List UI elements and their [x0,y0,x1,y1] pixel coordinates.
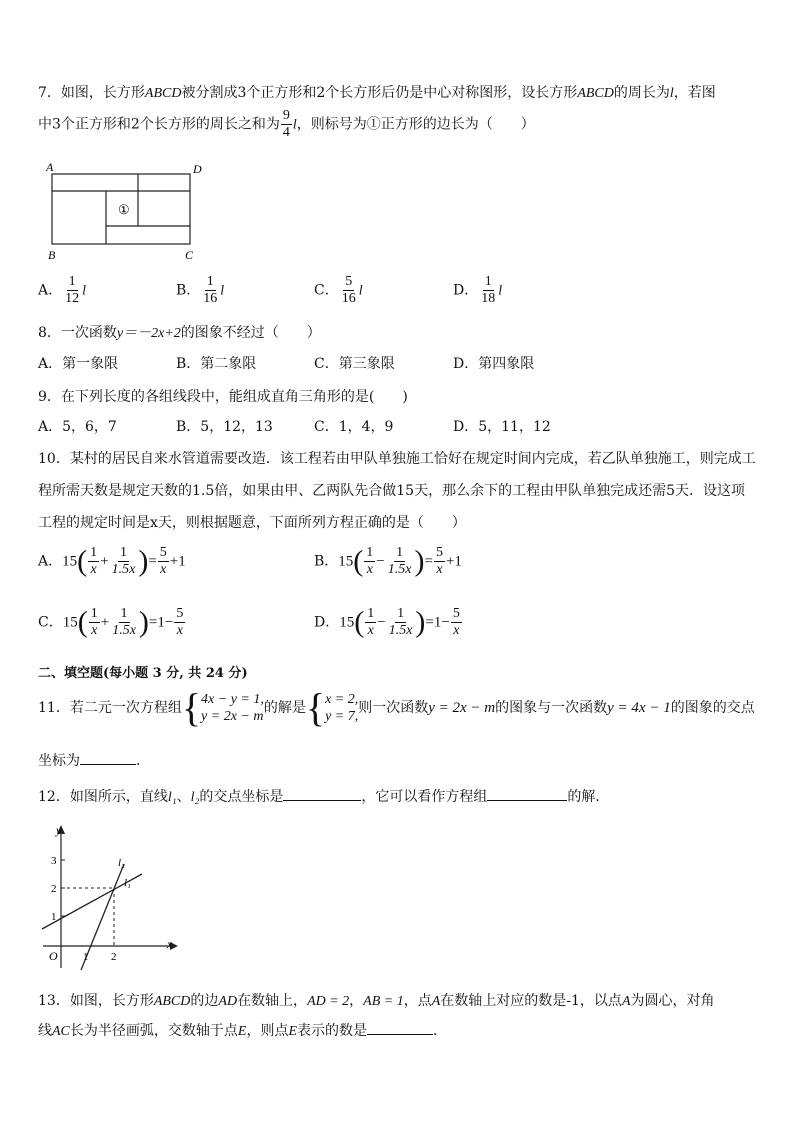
q10-line1: 10．某村的居民自来水管道需要改造．该工程若由甲队单独施工恰好在规定时间内完成，若乙队单独施工，则完成工 [38,451,756,467]
frac-den: x [160,562,167,577]
q7-stem-line1 [38,82,716,102]
frac-num: 1 [366,545,374,560]
q7-option-a[interactable] [38,274,86,307]
x-axis-label: x [167,937,173,951]
q11-text: 的图象的交点 [670,700,755,716]
sys-line: y = 7, [325,709,359,724]
frac-num: 1 [397,606,405,621]
q11-text: 11．若二元一次方程组 [38,700,182,716]
equals: = [424,553,433,570]
q8-text: 8．一次函数 [38,325,117,341]
q10-option-a[interactable] [38,545,186,578]
frac [365,606,376,639]
q8-text: 的图象不经过（ ） [180,325,321,341]
q12-text: ，它可以看作方程组 [361,789,488,805]
rhs-tail: +1 [445,553,462,570]
frac-den: x [367,623,374,638]
q11-stem-line2 [38,750,150,770]
option-label: A． [38,282,63,299]
option-label: D． [453,282,479,299]
q13-text: 的边 [190,993,219,1009]
frac [88,545,99,578]
frac-den: 1.5x [111,562,136,577]
frac [386,545,414,578]
q13-text: 在数轴上对应的数是-1，以点 [440,993,622,1009]
option-label: B． [176,282,201,299]
q13-ac: AC [52,1024,70,1039]
section-2-title: 二、填空题(每小题 3 分, 共 24 分) [38,666,248,681]
frac [89,606,100,639]
frac [387,606,415,639]
fig-vertex-D: D [193,162,202,176]
operator: + [100,553,109,570]
frac-den: 12 [65,291,80,306]
q12-text: 、 [176,789,191,805]
q7-option-d[interactable] [453,274,502,307]
q11-text: 的解是 [263,700,306,716]
frac-den: 4 [282,125,290,140]
frac-den: 1.5x [387,562,412,577]
q10-option-d[interactable] [314,606,463,639]
frac-num: 1 [119,545,127,560]
frac-den: x [436,562,443,577]
q9-option-c[interactable]: C．1，4，9 [314,419,394,435]
frac-num: 5 [345,274,353,289]
frac [364,545,375,578]
equals: = [148,614,158,631]
right-paren: ) [138,544,149,578]
q12-text: 12．如图所示，直线 [38,789,168,805]
frac-den: 18 [481,291,496,306]
q10-line3: 工程的规定时间是x天，则根据题意，下面所列方程正确的是（ ） [38,515,466,531]
q11-text: 坐标为 [38,753,80,769]
q13-abcd: ABCD [153,994,191,1009]
frac-num: 5 [159,545,167,560]
left-paren: ( [77,544,88,578]
y-tick-label-2: 2 [51,883,57,895]
y-tick-label-1: 1 [51,911,57,923]
equals: = [425,614,434,631]
operator: + [100,614,110,631]
frac-den: 16 [203,291,218,306]
q13-text: ，点 [403,993,432,1009]
frac [434,545,445,578]
q7-l: l [292,117,297,133]
q8-option-d[interactable]: D．第四象限 [453,356,535,372]
sys-line: 4x − y = 1, [201,692,264,707]
q13-text: ． [433,1023,448,1039]
sys-line: y = 2x − m [201,709,264,724]
q7-abcd: ABCD [144,86,182,101]
q7-text: 被分割成3个正方形和2个长方形后仍是中心对称图形，设长方形 [181,85,578,101]
q13-point-e: E [288,1024,298,1039]
option-fraction [479,274,497,307]
q12-text: 的解． [567,789,610,805]
q8-function: y＝－2x+2 [116,326,181,341]
frac-den: x [90,562,97,577]
rhs-tail: +1 [169,553,186,570]
equals: = [148,553,157,570]
frac [174,606,185,639]
q12-answer-blank-2[interactable] [487,786,567,801]
origin-label: O [49,949,58,963]
left-paren: ( [77,605,88,639]
q13-text: 表示的数是 [297,1023,368,1039]
frac [110,545,138,578]
q11-text: 则一次函数 [358,700,429,716]
option-label: C． [314,282,339,299]
q13-text: 长为半径画弧，交数轴于点 [69,1023,238,1039]
q12-line-graph [38,820,180,972]
q11-system1 [201,691,264,725]
frac-num: 1 [396,545,404,560]
q7-text: 的周长为 [613,85,670,101]
q8-stem [38,322,321,342]
q9-option-b[interactable]: B．5，12，13 [176,419,273,435]
q13-text: 13．如图，长方形 [38,993,154,1009]
frac-num: 1 [68,274,76,289]
x-tick-label-2: 2 [111,951,117,963]
q13-line1 [38,990,715,1010]
label-l1: l₁ [124,877,131,889]
frac-num: 1 [90,606,98,621]
option-var: l [498,283,503,299]
q11-answer-blank[interactable] [80,750,136,765]
y-tick-label-3: 3 [51,855,57,867]
sys-line: x = 2, [325,692,359,707]
q7-abcd: ABCD [577,86,614,101]
q13-point-a: A [621,994,631,1009]
q7-stem-line2 [38,108,535,141]
frac-num: 1 [206,274,214,289]
q8-option-a[interactable]: A．第一象限 [38,356,119,372]
option-var: l [82,283,87,299]
q10-option-b[interactable] [314,545,462,578]
q13-text: ，则点 [246,1023,289,1039]
y-axis-label: y [56,823,62,837]
q11-func1: y = 2x − m [428,700,496,716]
fig-vertex-A: A [46,160,54,174]
option-label: C． [38,614,63,631]
q9-option-a[interactable]: A．5，6，7 [38,419,117,435]
option-label: B． [314,553,339,570]
frac-num: 1 [90,545,98,560]
fig-circle-label: ① [118,202,130,217]
coef: 15 [62,614,78,631]
q7-rectangle-figure [40,158,210,264]
q11-text: ． [136,753,150,769]
q13-point-e: E [237,1024,247,1039]
left-paren: ( [354,605,365,639]
q10-line2: 程所需天数是规定天数的1.5倍，如果由甲、乙两队先合做15天，那么余下的工程由甲队单独完成还需5天．设这项 [38,483,745,499]
operator: − [377,614,386,631]
q7-text: ，则标号为①正方形的边长为（ ） [296,116,535,133]
q13-text: ， [349,993,364,1009]
frac-den: 16 [341,291,356,306]
frac-num: 5 [176,606,184,621]
option-fraction [63,274,81,307]
q8-option-b[interactable]: B．第二象限 [176,356,257,372]
fig-vertex-C: C [185,248,194,262]
q7-l: l [669,86,674,101]
q12-text: 的交点坐标是 [199,789,284,805]
option-label: D． [314,614,340,631]
frac-den: x [176,623,183,638]
rhs-head: 1− [157,614,174,631]
q7-option-b[interactable] [176,274,224,307]
frac [451,606,462,639]
frac-num: 5 [435,545,443,560]
q13-text: 在数轴上， [237,993,308,1009]
coef: 15 [339,614,355,631]
q13-line2 [38,1020,447,1040]
frac-num: 5 [452,606,460,621]
q13-answer-blank[interactable] [367,1020,433,1035]
option-var: l [358,283,363,299]
frac-den: x [366,562,373,577]
q11-stem-line1 [38,685,755,730]
left-brace: { [181,685,202,730]
q13-text: 为圆心，对角 [630,993,715,1009]
q12-l2: l₂ [190,790,200,805]
operator: − [376,553,385,570]
right-paren: ) [414,544,425,578]
option-var: l [220,283,225,299]
q8-option-c[interactable]: C．第三象限 [314,356,395,372]
q7-text: 7．如图，长方形 [38,85,145,101]
q10-option-c[interactable] [38,606,186,639]
q11-system2 [325,691,358,725]
frac [158,545,169,578]
q13-text: 线 [38,1023,52,1039]
q13-point-a: A [431,994,441,1009]
q7-text: 中3个正方形和2个长方形的周长之和为 [38,116,280,133]
option-fraction [340,274,358,307]
frac-num: 1 [367,606,375,621]
frac-den: 1.5x [112,623,136,638]
fig-vertex-B: B [48,248,56,262]
q11-text: 的图象与一次函数 [495,700,608,716]
right-paren: ) [415,605,426,639]
left-paren: ( [353,544,364,578]
q12-stem [38,786,609,806]
coef: 15 [62,553,78,570]
q13-ab-eq: AB = 1 [363,994,404,1009]
q7-fraction [281,108,292,141]
left-brace: { [305,685,326,730]
q12-answer-blank-1[interactable] [283,786,361,801]
coef: 15 [338,553,354,570]
q12-l1: l₁ [167,790,177,805]
q7-text: ，若图 [673,85,716,101]
option-label: A． [38,553,63,570]
q13-ad-eq: AD = 2 [307,994,350,1009]
q11-func2: y = 4x − 1 [607,700,671,716]
x-tick-label-1: 1 [83,951,89,963]
frac-num: 9 [282,108,290,123]
frac-num: 1 [484,274,492,289]
frac-den: x [91,623,98,638]
option-fraction [201,274,219,307]
rhs-head: 1− [433,614,450,631]
q7-option-c[interactable] [314,274,363,307]
q9-stem: 9．在下列长度的各组线段中，能组成直角三角形的是( ) [38,389,408,405]
frac [110,606,138,639]
q9-option-d[interactable]: D．5，11，12 [453,419,551,435]
frac-den: 1.5x [388,623,413,638]
right-paren: ) [138,605,149,639]
label-l2: l₂ [118,857,125,869]
frac-den: x [453,623,460,638]
frac-num: 1 [120,606,128,621]
q13-ad: AD [218,994,238,1009]
